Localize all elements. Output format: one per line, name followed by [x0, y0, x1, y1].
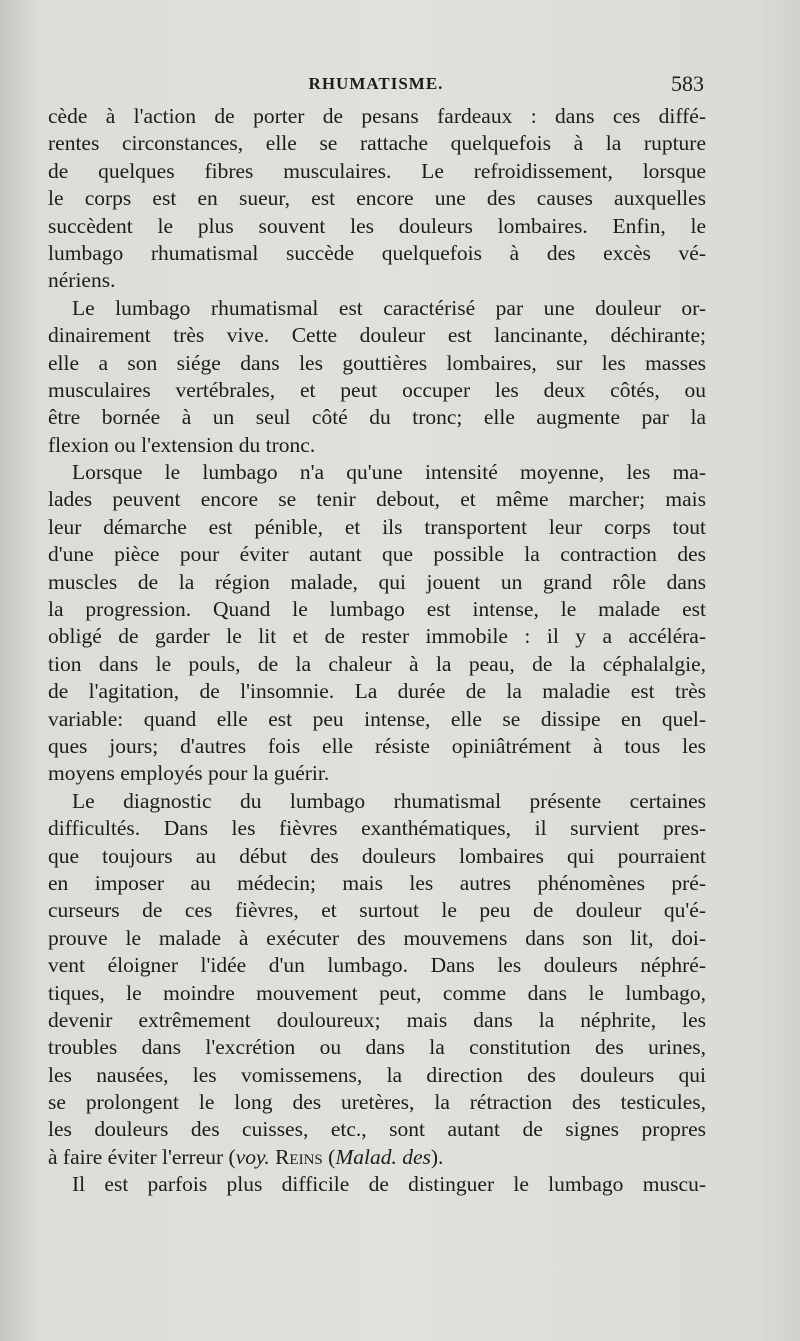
text-line: leur démarche est pénible, et ils transportent leur corps tout [48, 514, 706, 539]
text-line: cède à l'action de porter de pesans fardeaux : dans ces diffé- [48, 104, 706, 128]
text-line: Lorsque le lumbago n'a qu'une intensité moyenne, les ma- [72, 460, 706, 485]
text-line: elle a son siége dans les gouttières lombaires, sur les masses [48, 350, 706, 375]
text-line: de quelques fibres musculaires. Le refroidissement, lorsque [48, 158, 706, 183]
text-line: troubles dans l'excrétion ou dans la constitution des urines, [48, 1035, 706, 1060]
text-line: Le lumbago rhumatismal est caractérisé par une douleur or- [72, 295, 706, 320]
text-line: la progression. Quand le lumbago est intense, le malade est [48, 597, 706, 622]
text-line: le corps est en sueur, est encore une des causes auxquelles [48, 186, 706, 211]
crossref-target: Reins [275, 1144, 323, 1169]
crossref-close: ). [430, 1144, 444, 1169]
running-title: RHUMATISME. [308, 74, 444, 93]
text-line: lumbago rhumatismal succède quelquefois à des excès vé- [48, 240, 706, 265]
text-line: flexion ou l'extension du tronc. [48, 432, 316, 457]
text-line: tiques, le moindre mouvement peut, comme dans le lumbago, [48, 980, 706, 1005]
page-number: 583 [671, 71, 704, 96]
text-line: tion dans le pouls, de la chaleur à la peau, de la céphalalgie, [48, 651, 706, 676]
text-line: devenir extrêmement douloureux; mais dans la néphrite, les [48, 1007, 706, 1032]
text-line: de l'agitation, de l'insomnie. La durée de la maladie est très [48, 679, 706, 704]
text-line: d'une pièce pour éviter autant que possible la contraction des [48, 542, 706, 567]
page-header [48, 71, 704, 104]
text-line: dinairement très vive. Cette douleur est lancinante, déchirante; [48, 323, 706, 348]
crossref-voy: voy. [235, 1144, 270, 1169]
text-line: lades peuvent encore se tenir debout, et même marcher; mais [48, 487, 706, 512]
text-line: les douleurs des cuisses, etc., sont autant de signes propres [48, 1117, 706, 1142]
text-line: en imposer au médecin; mais les autres phénomènes pré- [48, 870, 706, 895]
text-line: muscles de la région malade, qui jouent un grand rôle dans [48, 569, 706, 594]
text-fragment: à faire éviter l'erreur ( [48, 1144, 236, 1169]
text-line: obligé de garder le lit et de rester immobile : il y a accéléra- [48, 624, 706, 649]
text-line: se prolongent le long des uretères, la rétraction des testicules, [48, 1090, 706, 1115]
text-line: être bornée à un seul côté du tronc; elle augmente par la [48, 405, 706, 430]
text-line: ques jours; d'autres fois elle résiste opiniâtrément à tous les [48, 733, 706, 758]
text-line: prouve le malade à exécuter des mouvemens dans son lit, doi- [48, 925, 706, 950]
text-line: les nausées, les vomissemens, la direction des douleurs qui [48, 1062, 706, 1087]
text-line: Le diagnostic du lumbago rhumatismal présente certaines [72, 788, 706, 813]
body-text [48, 103, 706, 1199]
text-line: variable: quand elle est peu intense, elle se dissipe en quel- [48, 706, 706, 731]
text-line: Il est parfois plus difficile de distinguer le lumbago muscu- [72, 1172, 706, 1197]
text-line-crossref: à faire éviter l'erreur (voy. Reins (Malad. des). [48, 1144, 444, 1169]
text-line: vent éloigner l'idée d'un lumbago. Dans les douleurs néphré- [48, 953, 706, 978]
text-line: nériens. [48, 268, 116, 293]
text-line: curseurs de ces fièvres, et surtout le peu de douleur qu'é- [48, 898, 706, 923]
text-line: musculaires vertébrales, et peut occuper les deux côtés, ou [48, 377, 706, 402]
text-line: difficultés. Dans les fièvres exanthématiques, il survient pres- [48, 816, 706, 841]
text-line: rentes circonstances, elle se rattache quelquefois à la rupture [48, 131, 706, 156]
text-line: moyens employés pour la guérir. [48, 761, 330, 786]
text-line: que toujours au début des douleurs lombaires qui pourraient [48, 843, 706, 868]
crossref-qualifier: Malad. des [335, 1144, 431, 1169]
text-line: succèdent le plus souvent les douleurs lombaires. Enfin, le [48, 213, 706, 238]
